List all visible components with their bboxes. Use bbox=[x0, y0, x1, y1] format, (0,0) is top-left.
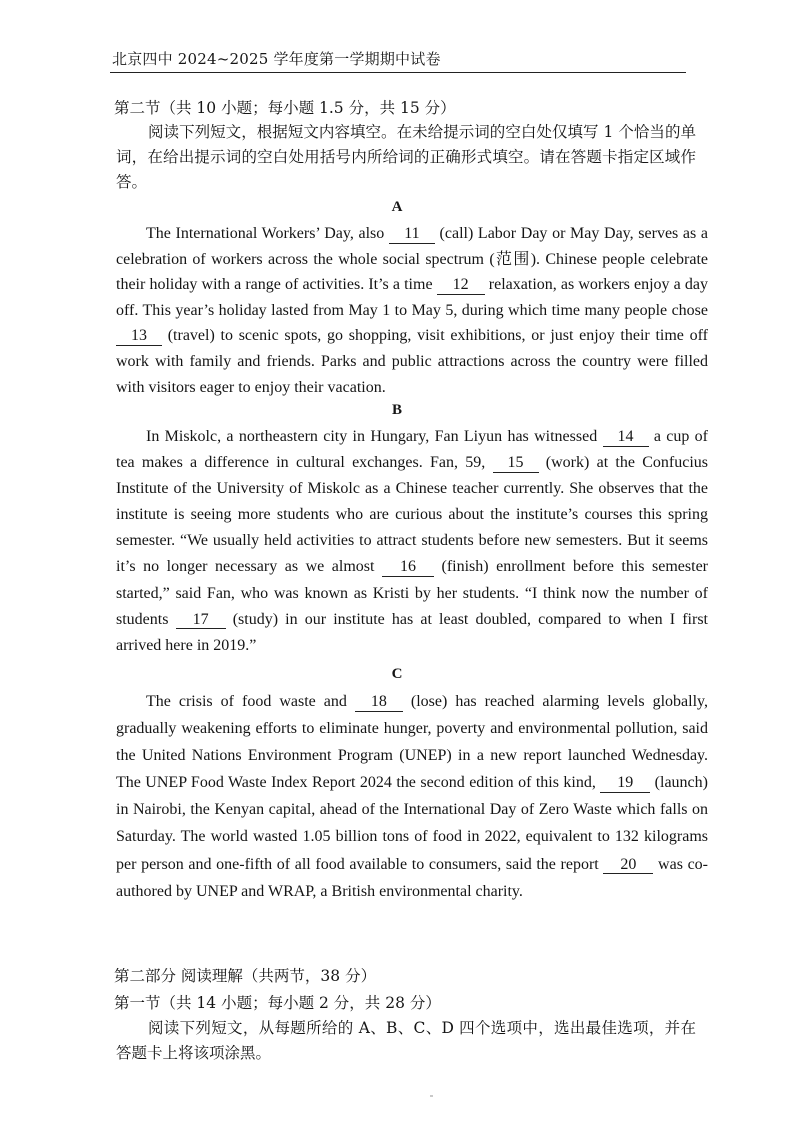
passage-a-text-4: (travel) to scenic spots, go shopping, visit exhibitions, or just enjoy their time off work with family and friends. Parks and public attractions across the country were filled with visitors eager to enjoy their vacation. bbox=[116, 327, 708, 396]
passage-c-text-4: was co-authored by UNEP and WRAP, a British environmental charity. bbox=[116, 855, 709, 900]
passage-b-text-4: (finish) enrollment before this semester started,” said Fan, who was known as Kristi by her students. “I think now the number of students bbox=[116, 558, 708, 628]
part2-instructions: 阅读下列短文，从每题所给的 A、B、C、D 四个选项中，选出最佳选项，并在答题卡上将该项涂黑。 bbox=[116, 1019, 696, 1062]
part2-heading: 第二部分 阅读理解（共两节，38 分） bbox=[114, 967, 377, 985]
passage-a-letter: A bbox=[391, 199, 403, 215]
blank-11: 11 bbox=[389, 225, 435, 244]
part2-subheading: 第一节（共 14 小题；每小题 2 分，共 28 分） bbox=[114, 994, 441, 1012]
blank-14: 14 bbox=[603, 428, 649, 447]
passage-c-text-1: The crisis of food waste and bbox=[146, 693, 355, 710]
passage-b-text-3: (work) at the Confucius Institute of the University of Miskolc as a Chinese teacher currently. She observes that the institute is seeing more students who are curious about the institute’s courses this spring semester. “We usually held activities to attract students before new semesters. But it seems it’s no longer necessary as we almost bbox=[116, 454, 709, 576]
blank-17: 17 bbox=[176, 611, 226, 630]
exam-header-title: 北京四中 2024~2025 学年度第一学期期中试卷 bbox=[112, 50, 441, 68]
blank-15: 15 bbox=[493, 454, 539, 473]
blank-19: 19 bbox=[600, 774, 650, 793]
blank-18: 18 bbox=[355, 693, 403, 712]
blank-12: 12 bbox=[437, 276, 485, 295]
passage-a-text-3: relaxation, as workers enjoy a day off. This year’s holiday lasted from May 1 to May 5, during which time many people chose bbox=[116, 276, 708, 319]
passage-b-text-1: In Miskolc, a northeastern city in Hungary, Fan Liyun has witnessed bbox=[146, 428, 603, 445]
passage-c-letter: C bbox=[391, 666, 403, 682]
passage-b-letter: B bbox=[391, 402, 402, 418]
passage-b-text bbox=[116, 424, 708, 659]
blank-16: 16 bbox=[382, 558, 434, 577]
passage-a-text bbox=[116, 221, 708, 400]
scan-mark bbox=[430, 1095, 433, 1097]
passage-a-text-2: (call) Labor Day or May Day, serves as a celebration of workers across the whole social spectrum (范围). Chinese people celebrate their holiday with a range of activities. It’s a time bbox=[116, 225, 708, 294]
section2-instructions: 阅读下列短文，根据短文内容填空。在未给提示词的空白处仅填写 1 个恰当的单词，在给出提示词的空白处用括号内所给词的正确形式填空。请在答题卡指定区域作答。 bbox=[116, 123, 696, 191]
passage-c-text-3: (launch) in Nairobi, the Kenyan capital, ahead of the International Day of Zero Waste which falls on Saturday. The world wasted 1.05 billion tons of food in 2022, equivalent to 132 kilograms per person and one-fifth of all food available to consumers, said the report bbox=[116, 774, 708, 873]
section2-heading: 第二节（共 10 小题；每小题 1.5 分，共 15 分） bbox=[114, 99, 456, 117]
passage-c-text-2: (lose) has reached alarming levels globally, gradually weakening efforts to eliminate hunger, poverty and environmental pollution, said the United Nations Environment Program (UNEP) in a new report launched Wednesday. The UNEP Food Waste Index Report 2024 the second edition of this kind, bbox=[116, 693, 708, 792]
blank-20: 20 bbox=[603, 856, 653, 875]
passage-b-text-2: a cup of tea makes a difference in cultural exchanges. Fan, 59, bbox=[116, 428, 709, 472]
passage-b-text-5: (study) in our institute has at least doubled, compared to when I first arrived here in 2019.” bbox=[116, 610, 708, 654]
blank-13: 13 bbox=[116, 327, 162, 346]
passage-c-text bbox=[116, 688, 708, 905]
header-divider bbox=[110, 72, 686, 73]
passage-a-text-1: The International Workers’ Day, also bbox=[146, 225, 389, 242]
